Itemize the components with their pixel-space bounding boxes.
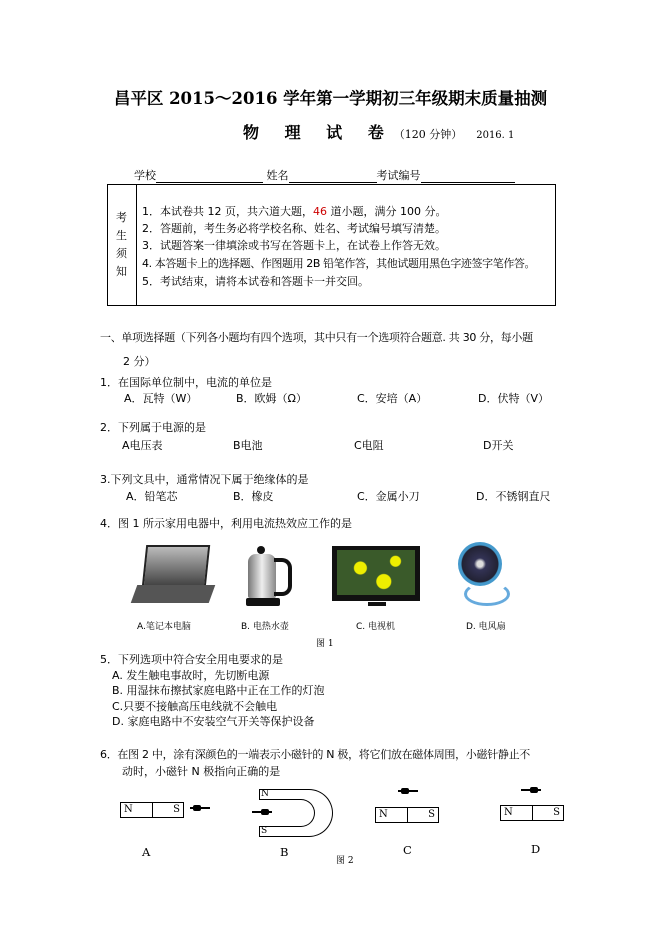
figure-caption: D. 电风扇 <box>466 622 506 632</box>
question-stem: 4．图 1 所示家用电器中，利用电流热效应工作的是 <box>100 517 352 530</box>
compass-needle-d <box>521 788 541 792</box>
pole-s: S <box>407 808 439 822</box>
question-stem: 2．下列属于电源的是 <box>100 421 206 434</box>
subject: 物 理 试 卷 <box>243 123 394 142</box>
name-field[interactable] <box>289 170 377 183</box>
bar-magnet-d <box>500 805 564 821</box>
question-stem: 6．在图 2 中，涂有深颜色的一端表示小磁针的 N 极，将它们放在磁体周围，小磁针静止不 <box>100 748 531 761</box>
notice-char: 考 <box>116 211 127 224</box>
option-label: A <box>142 845 151 859</box>
exam-date: 2016. 1 <box>476 130 515 141</box>
tv-image <box>332 546 422 610</box>
figure-label: 图 2 <box>336 856 354 866</box>
laptop-image <box>134 545 214 607</box>
option-label: C <box>403 843 412 857</box>
notice-item-text: 1．本试卷共 12 页，共六道大题， <box>142 205 313 218</box>
pole-s: S <box>532 806 564 820</box>
notice-item: 4. 本答题卡上的选择题、作图题用 2B 铅笔作答，其他试题用黑色字迹签字笔作答。 <box>142 257 536 270</box>
duration: （120 分钟） <box>393 128 463 141</box>
notice-item: 2．答题前，考生务必将学校名称、姓名、考试编号填写清楚。 <box>142 222 446 235</box>
question-stem: 1．在国际单位制中，电流的单位是 <box>100 376 272 389</box>
pole-n: N <box>379 809 388 820</box>
notice-box <box>107 184 556 306</box>
figure-label: 图 1 <box>316 639 334 649</box>
notice-char: 须 <box>116 247 127 260</box>
bar-magnet-a <box>120 802 184 818</box>
exam-title: 昌平区 2015～2016 学年第一学期初三年级期末质量抽测 <box>113 89 548 108</box>
exam-no-field[interactable] <box>421 170 515 183</box>
school-field[interactable] <box>156 170 263 183</box>
option: A．瓦特（W） <box>124 392 198 405</box>
notice-item <box>142 205 447 219</box>
compass-needle-b <box>252 810 272 814</box>
notice-item: 3．试题答案一律填涂或书写在答题卡上，在试卷上作答无效。 <box>142 239 446 252</box>
option: D．不锈钢直尺 <box>476 490 551 503</box>
option: D. 家庭电路中不安装空气开关等保护设备 <box>112 715 315 728</box>
option-label: B <box>280 845 289 859</box>
school-label: 学校 <box>134 169 156 182</box>
subtitle <box>243 123 514 146</box>
option: B．欧姆（Ω） <box>236 392 307 405</box>
pole-s: S <box>152 803 184 817</box>
fan-image <box>458 542 508 606</box>
bar-magnet-c <box>375 807 439 823</box>
option-label: D <box>531 842 541 856</box>
option: A．铅笔芯 <box>126 490 178 503</box>
option: D．伏特（V） <box>478 392 549 405</box>
compass-needle-c <box>398 789 418 793</box>
section-heading-cont: 2 分） <box>123 355 156 368</box>
option: B．橡皮 <box>233 490 274 503</box>
figure-caption: A.笔记本电脑 <box>137 622 191 632</box>
pole-n: N <box>504 807 513 818</box>
student-fields <box>134 169 515 183</box>
notice-char: 知 <box>116 265 127 278</box>
option: B. 用湿抹布擦拭家庭电路中正在工作的灯泡 <box>112 684 325 697</box>
option: A电压表 <box>122 439 163 452</box>
question-stem-cont: 动时，小磁针 N 极指向正确的是 <box>122 765 281 778</box>
option: C电阻 <box>354 439 384 452</box>
option: C．安培（A） <box>357 392 428 405</box>
compass-needle-a <box>190 806 210 810</box>
figure-caption: C. 电视机 <box>356 622 396 632</box>
question-stem: 5．下列选项中符合安全用电要求的是 <box>100 653 283 666</box>
notice-item-text: 道小题，满分 100 分。 <box>327 205 447 218</box>
kettle-image <box>240 546 300 610</box>
notice-item: 5．考试结束，请将本试卷和答题卡一并交回。 <box>142 275 369 288</box>
notice-char: 生 <box>116 229 127 242</box>
exam-no-label: 考试编号 <box>376 169 421 182</box>
option: D开关 <box>483 439 514 452</box>
name-label: 姓名 <box>266 169 289 182</box>
figure-caption: B. 电热水壶 <box>241 622 289 632</box>
notice-label <box>108 185 137 305</box>
option: C.只要不接触高压电线就不会触电 <box>112 700 278 713</box>
option: C．金属小刀 <box>357 490 420 503</box>
section-heading: 一、单项选择题（下列各小题均有四个选项，其中只有一个选项符合题意. 共 30 分，每小题 <box>100 331 533 344</box>
option: B电池 <box>233 439 263 452</box>
question-stem: 3.下列文具中，通常情况下属于绝缘体的是 <box>100 473 309 486</box>
pole-n: N <box>124 804 133 815</box>
question-count: 46 <box>313 205 327 218</box>
option: A. 发生触电事故时，先切断电源 <box>112 669 270 682</box>
pole-s: S <box>261 826 268 836</box>
pole-n: N <box>261 789 269 799</box>
